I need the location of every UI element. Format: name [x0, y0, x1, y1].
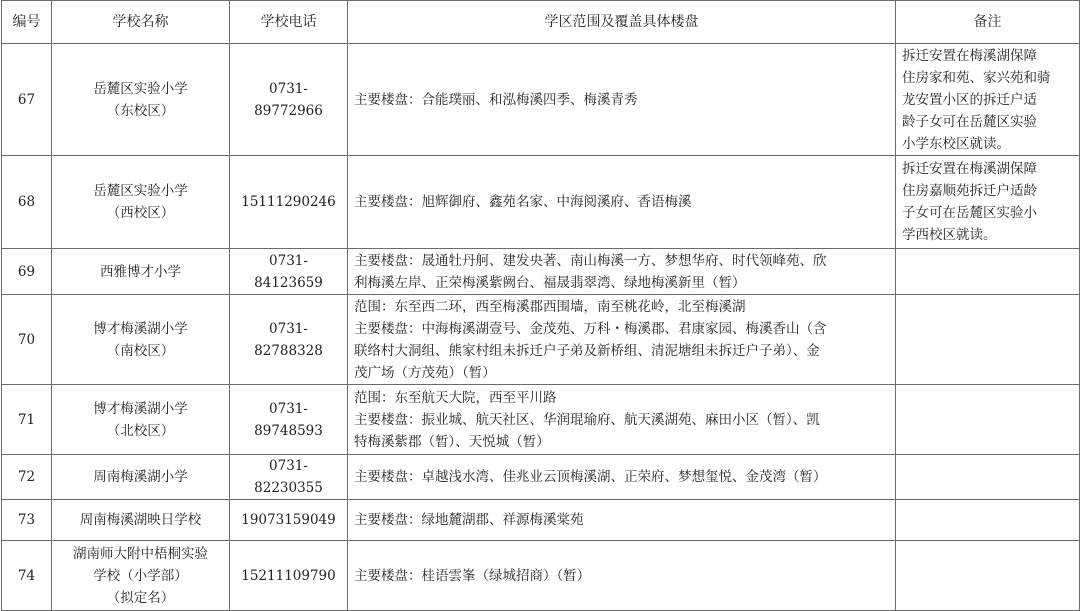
- row-school-name: [52, 385, 230, 455]
- row-school-name: [52, 455, 230, 500]
- remark-line: 子女可在岳麓区实验小: [902, 205, 1037, 221]
- school-name-line: 博才梅溪湖小学: [93, 320, 188, 337]
- remark-line: 拆迁安置在梅溪湖保障: [902, 161, 1037, 177]
- row-scope: [348, 455, 896, 500]
- row-school-name: [52, 156, 230, 249]
- row-remark: [896, 249, 1080, 295]
- school-name-line: 湖南师大附中梧桐实验: [73, 545, 208, 562]
- scope-line: 联络村大洞组、熊家村组未拆迁户子弟及新桥组、清泥塘组未拆迁户子弟）、金: [354, 342, 820, 359]
- school-name-line: （拟定名）: [106, 589, 175, 606]
- school-name-line: 周南梅溪湖映日学校: [79, 512, 202, 528]
- row-school-name: [52, 295, 230, 385]
- table-row: [2, 295, 1080, 385]
- header-school-name: 学校名称: [52, 1, 230, 44]
- row-phone: 19073159049: [230, 500, 348, 541]
- scope-line: 主要楼盘：晟通牡丹舸、建发央著、南山梅溪一方、梦想华府、时代领峰苑、欣: [354, 252, 827, 269]
- header-school-phone: 学校电话: [230, 1, 348, 44]
- row-remark: [896, 44, 1080, 156]
- scope-line: 茂广场（方茂苑）（暂）: [354, 364, 496, 381]
- row-id: 69: [2, 249, 52, 295]
- row-phone: 0731-84123659: [230, 249, 348, 295]
- row-phone: 15111290246: [230, 156, 348, 249]
- scope-line: 特梅溪紫郡（暂）、天悦城（暂）: [354, 433, 550, 450]
- remark-line: 住房嘉顺苑拆迁户适龄: [902, 183, 1037, 199]
- table-row: [2, 385, 1080, 455]
- scope-line: 主要楼盘：卓越浅水湾、佳兆业云顶梅溪湖、正荣府、梦想玺悦、金茂湾（暂）: [354, 469, 827, 485]
- header-id: 编号: [2, 1, 52, 44]
- table-row: [2, 500, 1080, 541]
- table-row: [2, 156, 1080, 249]
- remark-line: 龙安置小区的拆迁户适: [902, 91, 1037, 108]
- scope-line: 范围：东至航天大院，西至平川路: [354, 389, 557, 406]
- scope-line: 主要楼盘：振业城、航天社区、华润琨瑜府、航天溪湖苑、麻田小区（暂）、凯: [354, 411, 820, 428]
- school-name-line: 岳麓区实验小学: [93, 183, 188, 199]
- row-school-name: [52, 249, 230, 295]
- row-id: 67: [2, 44, 52, 156]
- scope-line: 主要楼盘：桂语雲峯（绿城招商）（暂）: [354, 567, 591, 584]
- scope-line: 主要楼盘：中海梅溪湖壹号、金茂苑、万科・梅溪郡、君康家园、梅溪香山（含: [354, 320, 827, 337]
- school-name-line: 西雅博才小学: [100, 263, 181, 280]
- header-row: [2, 1, 1080, 44]
- remark-line: 学西校区就读。: [902, 227, 997, 243]
- row-remark: [896, 500, 1080, 541]
- table-row: [2, 541, 1080, 611]
- scope-line: 范围：东至西二环，西至梅溪郡西围墙，南至桃花岭，北至梅溪湖: [354, 298, 746, 315]
- row-scope: [348, 500, 896, 541]
- school-name-line: （西校区）: [106, 205, 175, 221]
- row-phone: 0731-89772966: [230, 44, 348, 156]
- school-name-line: 学校（小学部）: [93, 567, 188, 584]
- remark-line: 小学东校区就读。: [902, 135, 1010, 152]
- scope-line: 利梅溪左岸、正荣梅溪紫阙台、福晟翡翠湾、绿地梅溪新里（暂）: [354, 274, 746, 291]
- row-school-name: [52, 44, 230, 156]
- school-name-line: （南校区）: [106, 342, 175, 359]
- remark-line: 龄子女可在岳麓区实验: [902, 113, 1037, 130]
- row-id: 72: [2, 455, 52, 500]
- row-phone: 15211109790: [230, 541, 348, 611]
- header-remarks: 备注: [896, 1, 1080, 44]
- row-school-name: [52, 541, 230, 611]
- remark-line: 住房家和苑、家兴苑和骑: [902, 69, 1051, 86]
- row-id: 68: [2, 156, 52, 249]
- row-scope: [348, 249, 896, 295]
- remark-line: 拆迁安置在梅溪湖保障: [902, 47, 1037, 64]
- row-scope: [348, 385, 896, 455]
- school-name-line: （东校区）: [106, 102, 175, 119]
- row-phone: 0731-82230355: [230, 455, 348, 500]
- row-school-name: [52, 500, 230, 541]
- row-remark: [896, 385, 1080, 455]
- row-scope: [348, 44, 896, 156]
- scope-line: 主要楼盘：绿地麓湖郡、祥源梅溪棠苑: [354, 512, 584, 528]
- school-name-line: 周南梅溪湖小学: [93, 469, 188, 485]
- row-id: 71: [2, 385, 52, 455]
- table-row: [2, 455, 1080, 500]
- school-name-line: 博才梅溪湖小学: [93, 400, 188, 417]
- row-scope: [348, 156, 896, 249]
- school-name-line: 岳麓区实验小学: [93, 80, 188, 97]
- row-remark: [896, 455, 1080, 500]
- scope-line: 主要楼盘：旭辉御府、鑫苑名家、中海阅溪府、香语梅溪: [354, 194, 692, 210]
- row-scope: [348, 295, 896, 385]
- table-row: [2, 44, 1080, 156]
- table-row: [2, 249, 1080, 295]
- row-phone: 0731-82788328: [230, 295, 348, 385]
- school-district-table: [1, 0, 1080, 611]
- row-remark: [896, 541, 1080, 611]
- school-name-line: （北校区）: [106, 422, 175, 439]
- row-id: 73: [2, 500, 52, 541]
- scope-line: 主要楼盘：合能璞丽、和泓梅溪四季、梅溪青秀: [354, 91, 638, 108]
- row-id: 70: [2, 295, 52, 385]
- row-id: 74: [2, 541, 52, 611]
- row-remark: [896, 156, 1080, 249]
- row-remark: [896, 295, 1080, 385]
- header-district-scope: 学区范围及覆盖具体楼盘: [348, 1, 896, 44]
- row-phone: 0731-89748593: [230, 385, 348, 455]
- row-scope: [348, 541, 896, 611]
